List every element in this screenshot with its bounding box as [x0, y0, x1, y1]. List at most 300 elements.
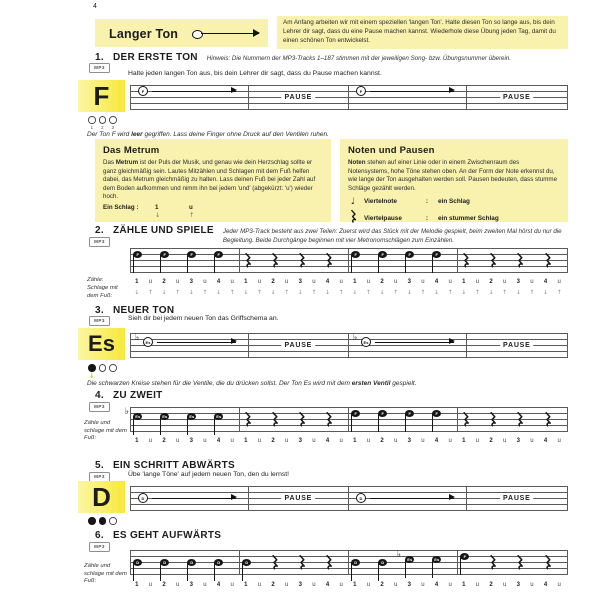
count-cell: 1	[462, 279, 466, 285]
beat-u: u	[189, 203, 193, 211]
valve-circle	[109, 116, 117, 124]
quarter-note: F	[351, 251, 360, 258]
staff-1	[130, 85, 568, 110]
count-cell: 3	[516, 582, 520, 588]
count-cell: u	[203, 582, 207, 588]
count-cell: 2	[271, 582, 275, 588]
note-stem	[214, 417, 215, 435]
quarter-rest-icon	[270, 412, 279, 427]
count-cell: 4	[216, 279, 221, 285]
section-4-heading	[95, 390, 163, 401]
quarter-note: F	[405, 251, 414, 258]
quarter-rest-icon	[515, 253, 524, 268]
note-stem	[351, 414, 352, 432]
count-cell: u	[421, 582, 425, 588]
valve-circle	[99, 364, 107, 372]
long-note-measure	[349, 85, 467, 110]
section-title: EIN SCHRITT ABWÄRTS	[112, 460, 235, 471]
valve-1	[88, 517, 96, 525]
count-group	[348, 438, 457, 444]
mp3-badge: MP3	[89, 542, 110, 552]
valve-circle	[99, 517, 107, 525]
foot-arrow: ↑	[420, 289, 426, 296]
foot-arrow: ↓	[243, 289, 249, 296]
foot-arrow: ↑	[147, 289, 153, 296]
valve-2	[99, 517, 107, 525]
long-note-measure	[349, 486, 467, 511]
long-tone-arrow-icon	[152, 91, 236, 93]
count-cell: u	[148, 582, 153, 588]
count-cell: u	[557, 279, 561, 285]
noten-title: Noten und Pausen	[348, 145, 435, 156]
beat-one: 1	[155, 203, 159, 211]
count-cell: 3	[189, 438, 193, 444]
quarter-note: F	[378, 410, 387, 417]
count-cell: 2	[162, 279, 166, 285]
foot-arrow: ↓	[216, 289, 222, 296]
long-tone-arrow-icon	[370, 91, 454, 93]
note-stem	[160, 255, 161, 273]
count-group	[457, 582, 566, 588]
foot-arrow: ↓	[188, 289, 194, 296]
count-cell: u	[312, 582, 316, 588]
schlag-row	[103, 204, 323, 219]
count-cell: 2	[380, 582, 384, 588]
noten-bold: Noten	[348, 159, 366, 166]
quarter-rest-icon	[461, 412, 470, 427]
long-tone-arrow-icon	[201, 33, 259, 35]
count-cell: 3	[407, 582, 411, 588]
quarter-note: F	[378, 251, 387, 258]
note-stem	[242, 563, 243, 581]
count-cell: u	[148, 438, 153, 444]
valve-3	[109, 364, 117, 379]
count-group	[130, 279, 239, 285]
quarter-note: D	[187, 559, 196, 566]
count-cell: u	[176, 279, 180, 285]
long-tone-arrow-icon	[157, 342, 236, 344]
pause-measure	[467, 85, 567, 110]
page-number: 4	[93, 3, 97, 10]
quarter-note: F	[351, 410, 360, 417]
quarter-rest-icon	[461, 253, 470, 268]
valve-circle	[99, 116, 107, 124]
foot-arrow: ↓	[161, 289, 167, 296]
count-cell: 4	[216, 582, 221, 588]
count-row	[130, 438, 566, 444]
note-stem	[378, 563, 379, 581]
note-stem	[214, 255, 215, 273]
section-1-heading	[95, 52, 569, 64]
whole-note: D	[356, 493, 366, 503]
flat-sign: ♭	[352, 333, 358, 343]
count-cell: u	[366, 582, 371, 588]
flat-sign: ♭	[135, 333, 140, 343]
quarter-rest-icon	[488, 555, 497, 570]
press-valve-arrow-icon: ↓	[88, 371, 95, 380]
note-stem	[187, 255, 188, 273]
pause-measure	[467, 333, 567, 358]
foot-arrow: ↑	[338, 289, 344, 296]
note-stem	[432, 560, 433, 578]
quarter-rest-icon	[348, 210, 358, 226]
valve-number: 1	[90, 124, 94, 130]
count-group	[130, 289, 239, 296]
foot-arrow: ↑	[365, 289, 371, 296]
section-number: 2.	[95, 225, 104, 236]
section-1-caption	[87, 131, 329, 138]
section-title: ZU ZWEIT	[112, 390, 163, 401]
foot-arrow: ↑	[393, 289, 399, 296]
note-stem	[460, 557, 461, 575]
quarter-rest-icon	[515, 555, 524, 570]
count-cell: u	[448, 279, 452, 285]
count-cell: 4	[434, 582, 439, 588]
note-letter: D	[92, 482, 111, 512]
count-cell: 1	[244, 582, 248, 588]
foot-arrow: ↓	[297, 289, 303, 296]
count-cell: 3	[407, 438, 411, 444]
quarter-note: F	[432, 251, 441, 258]
count-cell: u	[176, 438, 180, 444]
count-cell: 1	[135, 582, 139, 588]
quarter-note: Es	[432, 556, 441, 563]
caption-bold: leer	[131, 131, 143, 138]
valve-circle	[88, 517, 96, 525]
quarter-note: F	[460, 553, 469, 560]
beat-measure	[131, 248, 240, 273]
quarter-note: Es	[214, 413, 223, 420]
mp3-badge: MP3	[89, 316, 110, 326]
count-cell: u	[475, 279, 480, 285]
beat-measure	[458, 248, 567, 273]
count-cell: 2	[380, 279, 384, 285]
foot-arrow: ↑	[447, 289, 453, 296]
count-cell: u	[230, 582, 234, 588]
pause-label: PAUSE	[500, 94, 534, 103]
quarter-note: D	[378, 559, 387, 566]
count-cell: u	[339, 582, 343, 588]
staff-4	[124, 407, 568, 432]
quarter-note: F	[214, 251, 223, 258]
long-tone-arrow-icon	[370, 498, 454, 500]
count-cell: 2	[271, 438, 275, 444]
count-cell: u	[421, 438, 425, 444]
foot-arrow: ↑	[474, 289, 480, 296]
count-cell: u	[339, 279, 343, 285]
count-group	[130, 438, 239, 444]
section-number: 1.	[95, 52, 104, 63]
foot-label: Schlage mit dem Fuß:	[87, 285, 118, 299]
foot-arrow: ↓	[515, 289, 521, 296]
whole-note: F	[138, 86, 148, 96]
metrum-title: Das Metrum	[103, 145, 160, 156]
quarter-note: F	[160, 251, 169, 258]
section-title: ES GEHT AUFWÄRTS	[112, 530, 222, 541]
count-group	[348, 279, 457, 285]
note-stem	[351, 563, 352, 581]
long-tone-arrow-icon	[152, 498, 236, 500]
pause-measure	[467, 486, 567, 511]
count-row	[130, 279, 566, 285]
quarter-note: Es	[133, 413, 142, 420]
valve-circle	[88, 116, 96, 124]
count-cell: u	[285, 438, 289, 444]
valve-fingering-f	[88, 116, 117, 130]
metrum-text: Das	[103, 159, 116, 166]
quarter-note: D	[242, 559, 251, 566]
quarter-rest-icon	[324, 555, 333, 570]
note-stem	[160, 563, 161, 581]
count-cell: 1	[353, 582, 357, 588]
foot-arrow: ↓	[488, 289, 494, 296]
quarter-rest-icon	[543, 555, 552, 570]
viertelnote-row	[348, 197, 560, 207]
valve-circle	[109, 364, 117, 372]
count-cell: u	[421, 279, 425, 285]
count-group	[239, 289, 348, 296]
banner-info-box: Am Anfang arbeiten wir mit einem speziellen 'langen Ton'. Halte diesen Ton so lange aus, bis dein Lehrer dir sagt, dass du eine Pause machen kannst. Wiederhole diese Übung jeden Tag, damit du einen schönen Ton entwickelst.	[277, 16, 568, 49]
count-cell: u	[448, 582, 452, 588]
staff-3	[130, 333, 568, 358]
count-cell: 3	[516, 438, 520, 444]
count-group	[348, 289, 457, 296]
valve-fingering-d	[88, 517, 117, 525]
count-cell: 4	[325, 438, 330, 444]
long-note-measure	[131, 333, 249, 358]
quarter-rest-icon	[297, 555, 306, 570]
long-note-measure	[131, 486, 249, 511]
count-cell: u	[394, 582, 398, 588]
pause-label: PAUSE	[282, 94, 316, 103]
caption-text: Der Ton F wird	[87, 131, 132, 138]
caption-bold: ersten Ventil	[351, 380, 391, 387]
count-cell: 3	[298, 438, 302, 444]
count-cell: 1	[244, 438, 248, 444]
banner-title-box	[95, 19, 268, 47]
count-cell: u	[230, 438, 234, 444]
count-cell: 4	[543, 438, 548, 444]
quarter-rest-icon	[243, 412, 252, 427]
section-3-caption	[87, 380, 417, 387]
section-6-heading	[95, 530, 221, 541]
quarter-rest-icon	[543, 412, 552, 427]
count-group	[457, 438, 566, 444]
count-cell: u	[366, 279, 371, 285]
count-cell: u	[230, 279, 234, 285]
foot-arrow: ↓	[352, 289, 358, 296]
foot-arrow: ↑	[202, 289, 208, 296]
foot-arrow: ↓	[270, 289, 276, 296]
foot-arrow: ↑	[311, 289, 317, 296]
pause-measure	[249, 85, 349, 110]
note-letter: F	[93, 81, 110, 111]
whole-note-icon	[192, 30, 203, 39]
metrum-text: ist der Puls der Musik, und genau wie dein Herzschlag sollte er ganz gleichmäßig sein. Lautes Mitzählen und Schlagen mit dem Fuß helfen dabei, das Metrum gleichmäßig zu halten. Lass deinen Fuß bei jeder Zahl auf dem Boden aufkommen und nimm ihn bei jedem 'und' (abgekürzt: 'u') wieder hoch.	[103, 159, 316, 200]
count-cell: 4	[325, 279, 330, 285]
valve-number: 3	[111, 124, 115, 130]
quarter-note: F	[405, 410, 414, 417]
valve-1	[88, 364, 96, 379]
count-cell: u	[475, 582, 480, 588]
count-cell: 2	[162, 438, 166, 444]
beat-measure	[131, 550, 240, 575]
count-cell: 4	[434, 438, 439, 444]
quarter-note: Es	[405, 556, 414, 563]
metrum-body	[103, 159, 323, 202]
section-note: Jeder MP3-Track besteht aus zwei Teilen: Zuerst wird das Stück mit der Melodie gespielt, beim zweiten Mal hörst du nur die Begleitung. Beide Durchgänge beginnen mit vier Metronomschlägen zum Einzählen.	[222, 228, 562, 244]
count-cell: u	[366, 438, 371, 444]
count-cell: 3	[298, 582, 302, 588]
beat-measure	[240, 407, 349, 432]
count-cell: u	[530, 279, 534, 285]
count-cell: 2	[162, 582, 166, 588]
quarter-note: D	[214, 559, 223, 566]
section-5-intro: Übe 'lange Töne' auf jedem neuen Ton, den du lernst!	[128, 471, 290, 478]
note-stem	[187, 563, 188, 581]
quarter-rest-icon	[515, 412, 524, 427]
count-cell: 3	[516, 279, 520, 285]
section-title: ZÄHLE UND SPIELE	[112, 225, 214, 236]
valve-2	[99, 116, 107, 130]
noten-box	[340, 139, 568, 222]
foot-arrow: ↑	[556, 289, 562, 296]
count-cell: u	[557, 582, 561, 588]
count-group	[239, 279, 348, 285]
quarter-note: F	[133, 251, 142, 258]
count-cell: 4	[543, 279, 548, 285]
long-note-measure	[349, 333, 467, 358]
count-cell: 3	[407, 279, 411, 285]
row-name: Viertelpause	[364, 214, 402, 222]
mp3-badge: MP3	[89, 472, 110, 482]
count-cell: 1	[135, 438, 139, 444]
note-stem	[405, 414, 406, 432]
pause-label: PAUSE	[500, 495, 534, 504]
count-cell: u	[503, 279, 507, 285]
beat-measure	[349, 407, 458, 432]
note-stem	[214, 563, 215, 581]
section-number: 4.	[95, 390, 104, 401]
metrum-bold: Metrum	[115, 159, 139, 166]
count-row	[130, 582, 566, 588]
count-cell: u	[285, 582, 289, 588]
beat-measure	[349, 248, 458, 273]
caption-text: gegriffen. Lass deine Finger ohne Druck auf den Ventilen ruhen.	[142, 131, 329, 138]
count-cell: u	[176, 582, 180, 588]
count-cell: u	[257, 438, 262, 444]
caption-text: gespielt.	[390, 380, 417, 387]
pause-measure	[249, 333, 349, 358]
count-cell: 2	[489, 582, 493, 588]
note-stem	[133, 255, 134, 273]
mp3-badge: MP3	[89, 63, 110, 73]
foot-arrow: ↑	[229, 289, 235, 296]
noten-body	[348, 159, 560, 193]
count-cell: u	[530, 582, 534, 588]
count-cell: 4	[216, 438, 221, 444]
foot-arrow: ↓	[543, 289, 549, 296]
row-desc: ein stummer Schlag	[438, 214, 499, 222]
note-stem	[160, 417, 161, 435]
quarter-rest-icon	[297, 253, 306, 268]
pause-label: PAUSE	[282, 342, 316, 351]
count-group	[457, 289, 566, 296]
note-stem	[351, 255, 352, 273]
metrum-box	[95, 139, 331, 222]
count-cell: 1	[244, 279, 248, 285]
valve-fingering-es	[88, 364, 117, 379]
beat-one-col	[155, 204, 189, 219]
flat-sign: ♭	[396, 550, 401, 560]
count-cell: 1	[462, 582, 466, 588]
section-title: DER ERSTE TON	[112, 52, 198, 63]
count-cell: 1	[462, 438, 466, 444]
section-number: 5.	[95, 460, 104, 471]
beat-measure	[349, 550, 458, 575]
quarter-note: Es	[160, 413, 169, 420]
count-cell: u	[339, 438, 343, 444]
quarter-note: F	[432, 410, 441, 417]
pause-label: PAUSE	[500, 342, 534, 351]
row-sep: :	[425, 214, 429, 222]
valve-number: 2	[100, 124, 104, 130]
long-note-measure	[131, 85, 249, 110]
section-3-intro: Sieh dir bei jedem neuen Ton das Griffschema an.	[128, 315, 279, 322]
mp3-badge: MP3	[89, 237, 110, 247]
foot-arrow: ↓	[379, 289, 385, 296]
note-stem	[405, 255, 406, 273]
section-number: 3.	[95, 305, 104, 316]
count-cell: 1	[135, 279, 139, 285]
staff-2	[130, 248, 568, 273]
note-stem	[133, 563, 134, 581]
count-cell: 4	[434, 279, 439, 285]
noten-text: stehen auf einer Linie oder in einem Zwischenraum des Notensystems, hohe Töne stehen oben. An der Form der Note erkennst du, wie lange der Ton ausgehalten werden soll. Pausen bedeuten, dass stumme Schläge gezählt werden.	[348, 159, 558, 192]
count-foot-label: Zähle und schlage mit dem Fuß:	[84, 563, 127, 584]
foot-arrow-row	[130, 289, 566, 296]
count-group	[130, 582, 239, 588]
valve-3	[109, 517, 117, 525]
foot-down-arrow-icon: ↓	[155, 210, 161, 219]
note-stem	[187, 417, 188, 435]
count-cell: u	[203, 279, 207, 285]
count-cell: u	[285, 279, 289, 285]
quarter-rest-icon	[270, 555, 279, 570]
count-cell: u	[530, 438, 534, 444]
quarter-note: D	[160, 559, 169, 566]
flat-sign: ♭	[124, 407, 129, 417]
quarter-rest-icon	[488, 253, 497, 268]
quarter-rest-icon	[324, 412, 333, 427]
whole-note: D	[138, 493, 148, 503]
count-cell: u	[394, 438, 398, 444]
note-letter-block-d	[78, 481, 125, 513]
row-desc: ein Schlag	[438, 198, 470, 205]
foot-arrow: ↓	[134, 289, 140, 296]
valve-2	[99, 364, 107, 379]
count-cell: u	[503, 582, 507, 588]
count-cell: 3	[298, 279, 302, 285]
quarter-rest-icon	[270, 253, 279, 268]
note-stem	[432, 255, 433, 273]
note-stem	[378, 414, 379, 432]
quarter-rest-icon	[324, 253, 333, 268]
count-cell: u	[394, 279, 398, 285]
viertelpause-row	[348, 210, 560, 226]
pause-measure	[249, 486, 349, 511]
section-1-intro: Halte jeden langen Ton aus, bis dein Lehrer dir sagt, dass du Pause machen kannst.	[128, 70, 382, 77]
